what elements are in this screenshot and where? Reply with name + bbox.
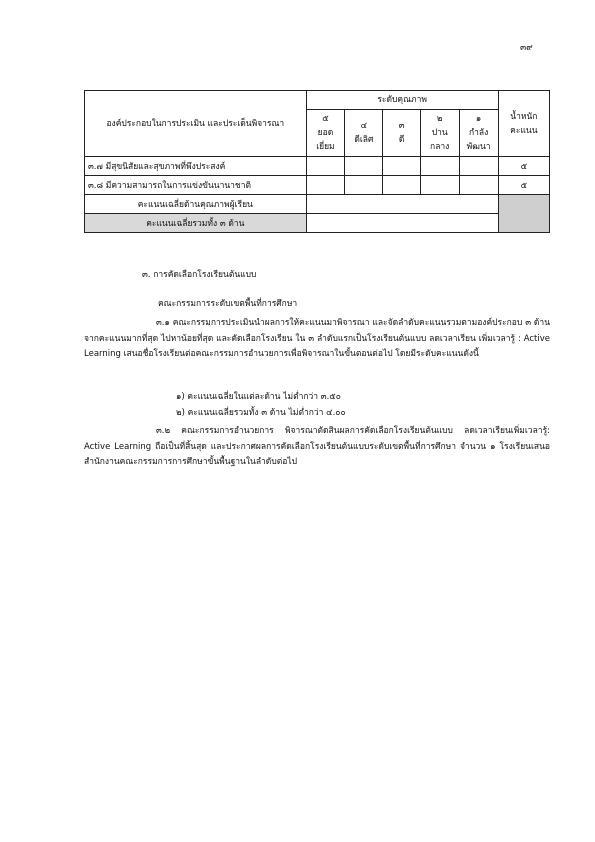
total-average-label: คะแนนเฉลี่ยรวมทั้ง ๓ ด้าน bbox=[85, 214, 307, 233]
row-label: ๓.๘ มีความสามารถในการแข่งขันนานาชาติ bbox=[85, 176, 307, 195]
level-4-header: ๔ ดีเลิศ bbox=[345, 110, 383, 157]
weight-header: น้ำหนักคะแนน bbox=[498, 91, 549, 157]
student-average-value bbox=[306, 195, 498, 214]
level-3-header: ๓ ดี bbox=[383, 110, 420, 157]
component-header: องค์ประกอบในการประเมิน และประเด็นพิจารณา bbox=[85, 91, 307, 157]
criterion-item-1: ๑) คะแนนเฉลี่ยในแต่ละด้าน ไม่ต่ำกว่า ๓.๕๐ bbox=[176, 392, 341, 402]
score-cell bbox=[459, 176, 498, 195]
total-average-value bbox=[306, 214, 498, 233]
shaded-weight-cell bbox=[498, 195, 549, 233]
score-cell bbox=[306, 157, 345, 176]
paragraph-3-2: ๓.๒ คณะกรรมการอำนวยการ พิจารณาตัดสินผลการคัดเลือกโรงเรียนต้นแบบ ลดเวลาเรียนเพิ่มเวลารู้: Active Learning ถือเป็นที่สิ้นสุด และประกาศผลการคัดเลือกโรงเรียนต้นแบบระดับเขตพื้นที่การศึกษา จำนวน ๑ โรงเรียนเสนอสำนักงานคณะกรรมการการศึกษาขั้นพื้นฐานในลำดับต่อไป bbox=[84, 426, 550, 467]
paragraph-3-1: ๓.๑ คณะกรรมการประเมินนำผลการให้คะแนนมาพิจารณา และจัดลำดับคะแนนรวมตามองค์ประกอบ ๓ ด้าน จากคะแนนมากที่สุด ไปหาน้อยที่สุด และคัดเลือกโรงเรียน ใน ๓ ลำดับแรกเป็นโรงเรียนต้นแบบ ลดเวลาเรียน เพิ่มเวลารู้ : Active Learning เสนอชื่อโรงเรียนต่อคณะกรรมการอำนวยการเพื่อพิจารณาในขั้นตอนต่อไป โดยมีระดับคะแนนดังนี้ bbox=[84, 318, 550, 359]
evaluation-table bbox=[84, 90, 550, 233]
section-subheading: คณะกรรมการระดับเขตพื้นที่การศึกษา bbox=[158, 299, 298, 309]
score-cell bbox=[345, 157, 383, 176]
score-cell bbox=[383, 157, 420, 176]
score-cell bbox=[306, 176, 345, 195]
table-row bbox=[85, 157, 550, 176]
page-number: ๓๙ bbox=[520, 43, 533, 53]
score-cell bbox=[459, 157, 498, 176]
row-label: ๓.๗ มีสุขนิสัยและสุขภาพที่พึงประสงค์ bbox=[85, 157, 307, 176]
criterion-item-2: ๒) คะแนนเฉลี่ยรวมทั้ง ๓ ด้าน ไม่ต่ำกว่า ๔.๐๐ bbox=[176, 408, 346, 418]
score-cell bbox=[420, 176, 459, 195]
level-5-header: ๕ ยอดเยี่ยม bbox=[306, 110, 345, 157]
score-cell bbox=[420, 157, 459, 176]
table-row bbox=[85, 176, 550, 195]
level-1-header: ๑ กำลังพัฒนา bbox=[459, 110, 498, 157]
score-cell bbox=[345, 176, 383, 195]
row-weight: ๕ bbox=[498, 157, 549, 176]
student-average-label: คะแนนเฉลี่ยด้านคุณภาพผู้เรียน bbox=[85, 195, 307, 214]
score-cell bbox=[383, 176, 420, 195]
quality-level-header: ระดับคุณภาพ bbox=[306, 91, 498, 110]
row-weight: ๕ bbox=[498, 176, 549, 195]
level-2-header: ๒ ปานกลาง bbox=[420, 110, 459, 157]
section-heading: ๓. การคัดเลือกโรงเรียนต้นแบบ bbox=[142, 270, 257, 280]
